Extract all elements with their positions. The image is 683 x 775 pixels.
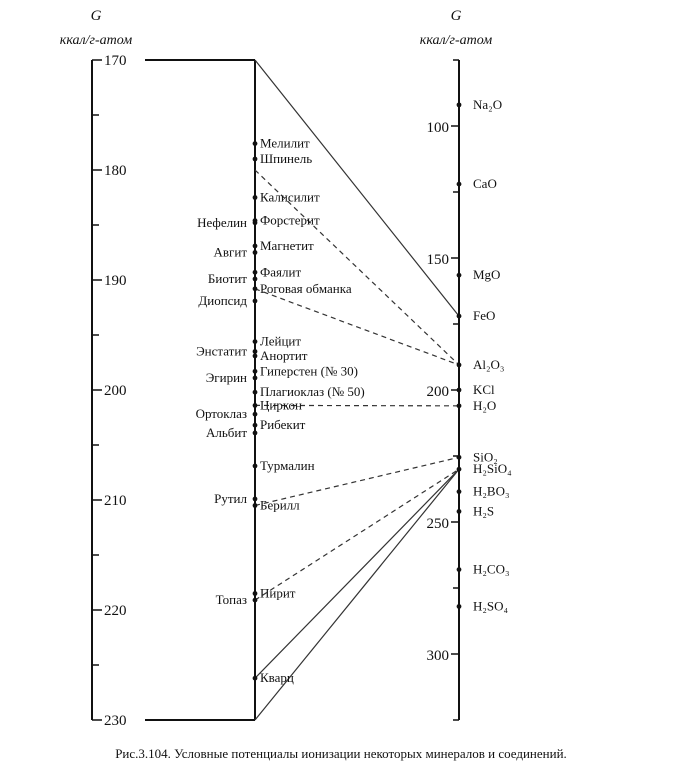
right-tick-label: 100 [426,120,449,136]
mineral-point [253,299,258,304]
compound-point [457,403,462,408]
mineral-label: Рибекит [260,417,306,433]
mineral-label: Форстерит [260,212,320,228]
mineral-point [253,390,258,395]
left-tick-label: 190 [104,273,127,289]
compound-label: H₂BO₃ [473,483,510,499]
mineral-point [253,376,258,381]
mineral-label: Диопсид [198,292,247,308]
mineral-point [253,503,258,508]
left-tick-label: 200 [104,383,127,399]
mineral-label: Шпинель [260,151,313,166]
mineral-point [253,286,258,291]
compound-label: KCl [473,382,495,397]
left-axis-symbol: G [90,8,102,24]
mineral-point [253,141,258,146]
figure-caption: Рис.3.104. Условные потенциалы ионизации некоторых минералов и соединений. [115,746,567,761]
mineral-label: Рутил [214,490,247,506]
mineral-points [196,136,365,686]
mineral-label: Калисилит [260,189,320,205]
mineral-label: Гиперстен (№ 30) [260,363,358,379]
mineral-label: Ортоклаз [195,406,247,422]
compound-point [457,388,462,393]
mineral-point [253,250,258,255]
compound-point [457,467,462,472]
mineral-point [253,403,258,408]
compound-label: MgO [473,267,501,283]
mineral-label: Лейцит [260,333,302,349]
compound-label: H₂CO₃ [473,561,510,577]
mineral-label: Топаз [215,592,247,608]
mineral-point [253,497,258,502]
left-scale-ticks [92,53,127,729]
mineral-label: Роговая обманка [260,280,352,296]
mineral-label: Плагиоклаз (№ 50) [260,384,365,400]
left-axis-unit: ккал/г-атом [59,33,133,48]
compound-point [457,567,462,572]
compound-point [457,182,462,187]
mineral-label: Берилл [260,497,300,513]
mineral-label: Нефелин [197,214,247,230]
mineral-point [253,277,258,282]
mineral-label: Пирит [260,585,296,601]
mineral-label: Анортит [260,347,308,363]
compound-point [457,314,462,319]
compound-point [457,102,462,107]
right-tick-label: 300 [426,648,449,664]
compound-point [457,604,462,609]
mineral-point [253,412,258,417]
mineral-point [253,598,258,603]
mineral-point [253,464,258,469]
mineral-label: Магнетит [260,237,314,253]
compound-label: CaO [473,176,497,192]
compound-label: H₂SiO₄ [473,461,512,477]
left-tick-label: 220 [104,603,127,619]
left-tick-label: 170 [104,53,127,69]
compound-point [457,509,462,514]
mineral-label: Мелилит [260,135,310,151]
mineral-label: Фаялит [260,264,302,280]
right-axis-symbol: G [450,8,462,24]
mineral-label: Циркон [260,397,302,413]
compound-label: Al₂O₃ [473,356,505,372]
mineral-label: Эгирин [205,369,247,385]
mineral-label: Турмалин [260,457,315,473]
right-axis-unit: ккал/г-атом [419,33,493,48]
compound-points [457,97,513,614]
mineral-point [253,431,258,436]
mineral-point [253,220,258,225]
mineral-label: Биотит [207,270,247,286]
mineral-point [253,270,258,275]
mineral-point [253,423,258,428]
right-tick-label: 150 [426,252,449,268]
left-tick-label: 180 [104,163,127,179]
right-scale-ticks [427,60,460,720]
mineral-point [253,339,258,344]
compound-label: SiO₂ [473,449,498,465]
left-tick-label: 210 [104,493,127,509]
mineral-point [253,354,258,359]
compound-point [457,273,462,278]
left-tick-label: 230 [104,713,127,729]
compound-label: FeO [473,308,496,324]
compound-label: H₂S [473,503,495,519]
right-tick-label: 250 [426,516,449,532]
compound-point [457,455,462,460]
compound-label: H₂SO₄ [473,598,509,614]
mineral-point [253,349,258,354]
compound-point [457,489,462,494]
mineral-label: Кварц [260,670,294,686]
compound-label: Na₂O [473,96,503,112]
connector-line [255,469,459,600]
mineral-label: Альбит [205,424,247,440]
mineral-point [253,195,258,200]
mineral-point [253,676,258,681]
mineral-point [253,591,258,596]
mineral-point [253,369,258,374]
mineral-point [253,157,258,162]
mineral-label: Энстатит [196,343,247,359]
right-tick-label: 200 [426,384,449,400]
compound-label: H₂O [473,397,497,413]
compound-point [457,363,462,368]
mineral-point [253,244,258,249]
mineral-label: Авгит [213,244,247,260]
